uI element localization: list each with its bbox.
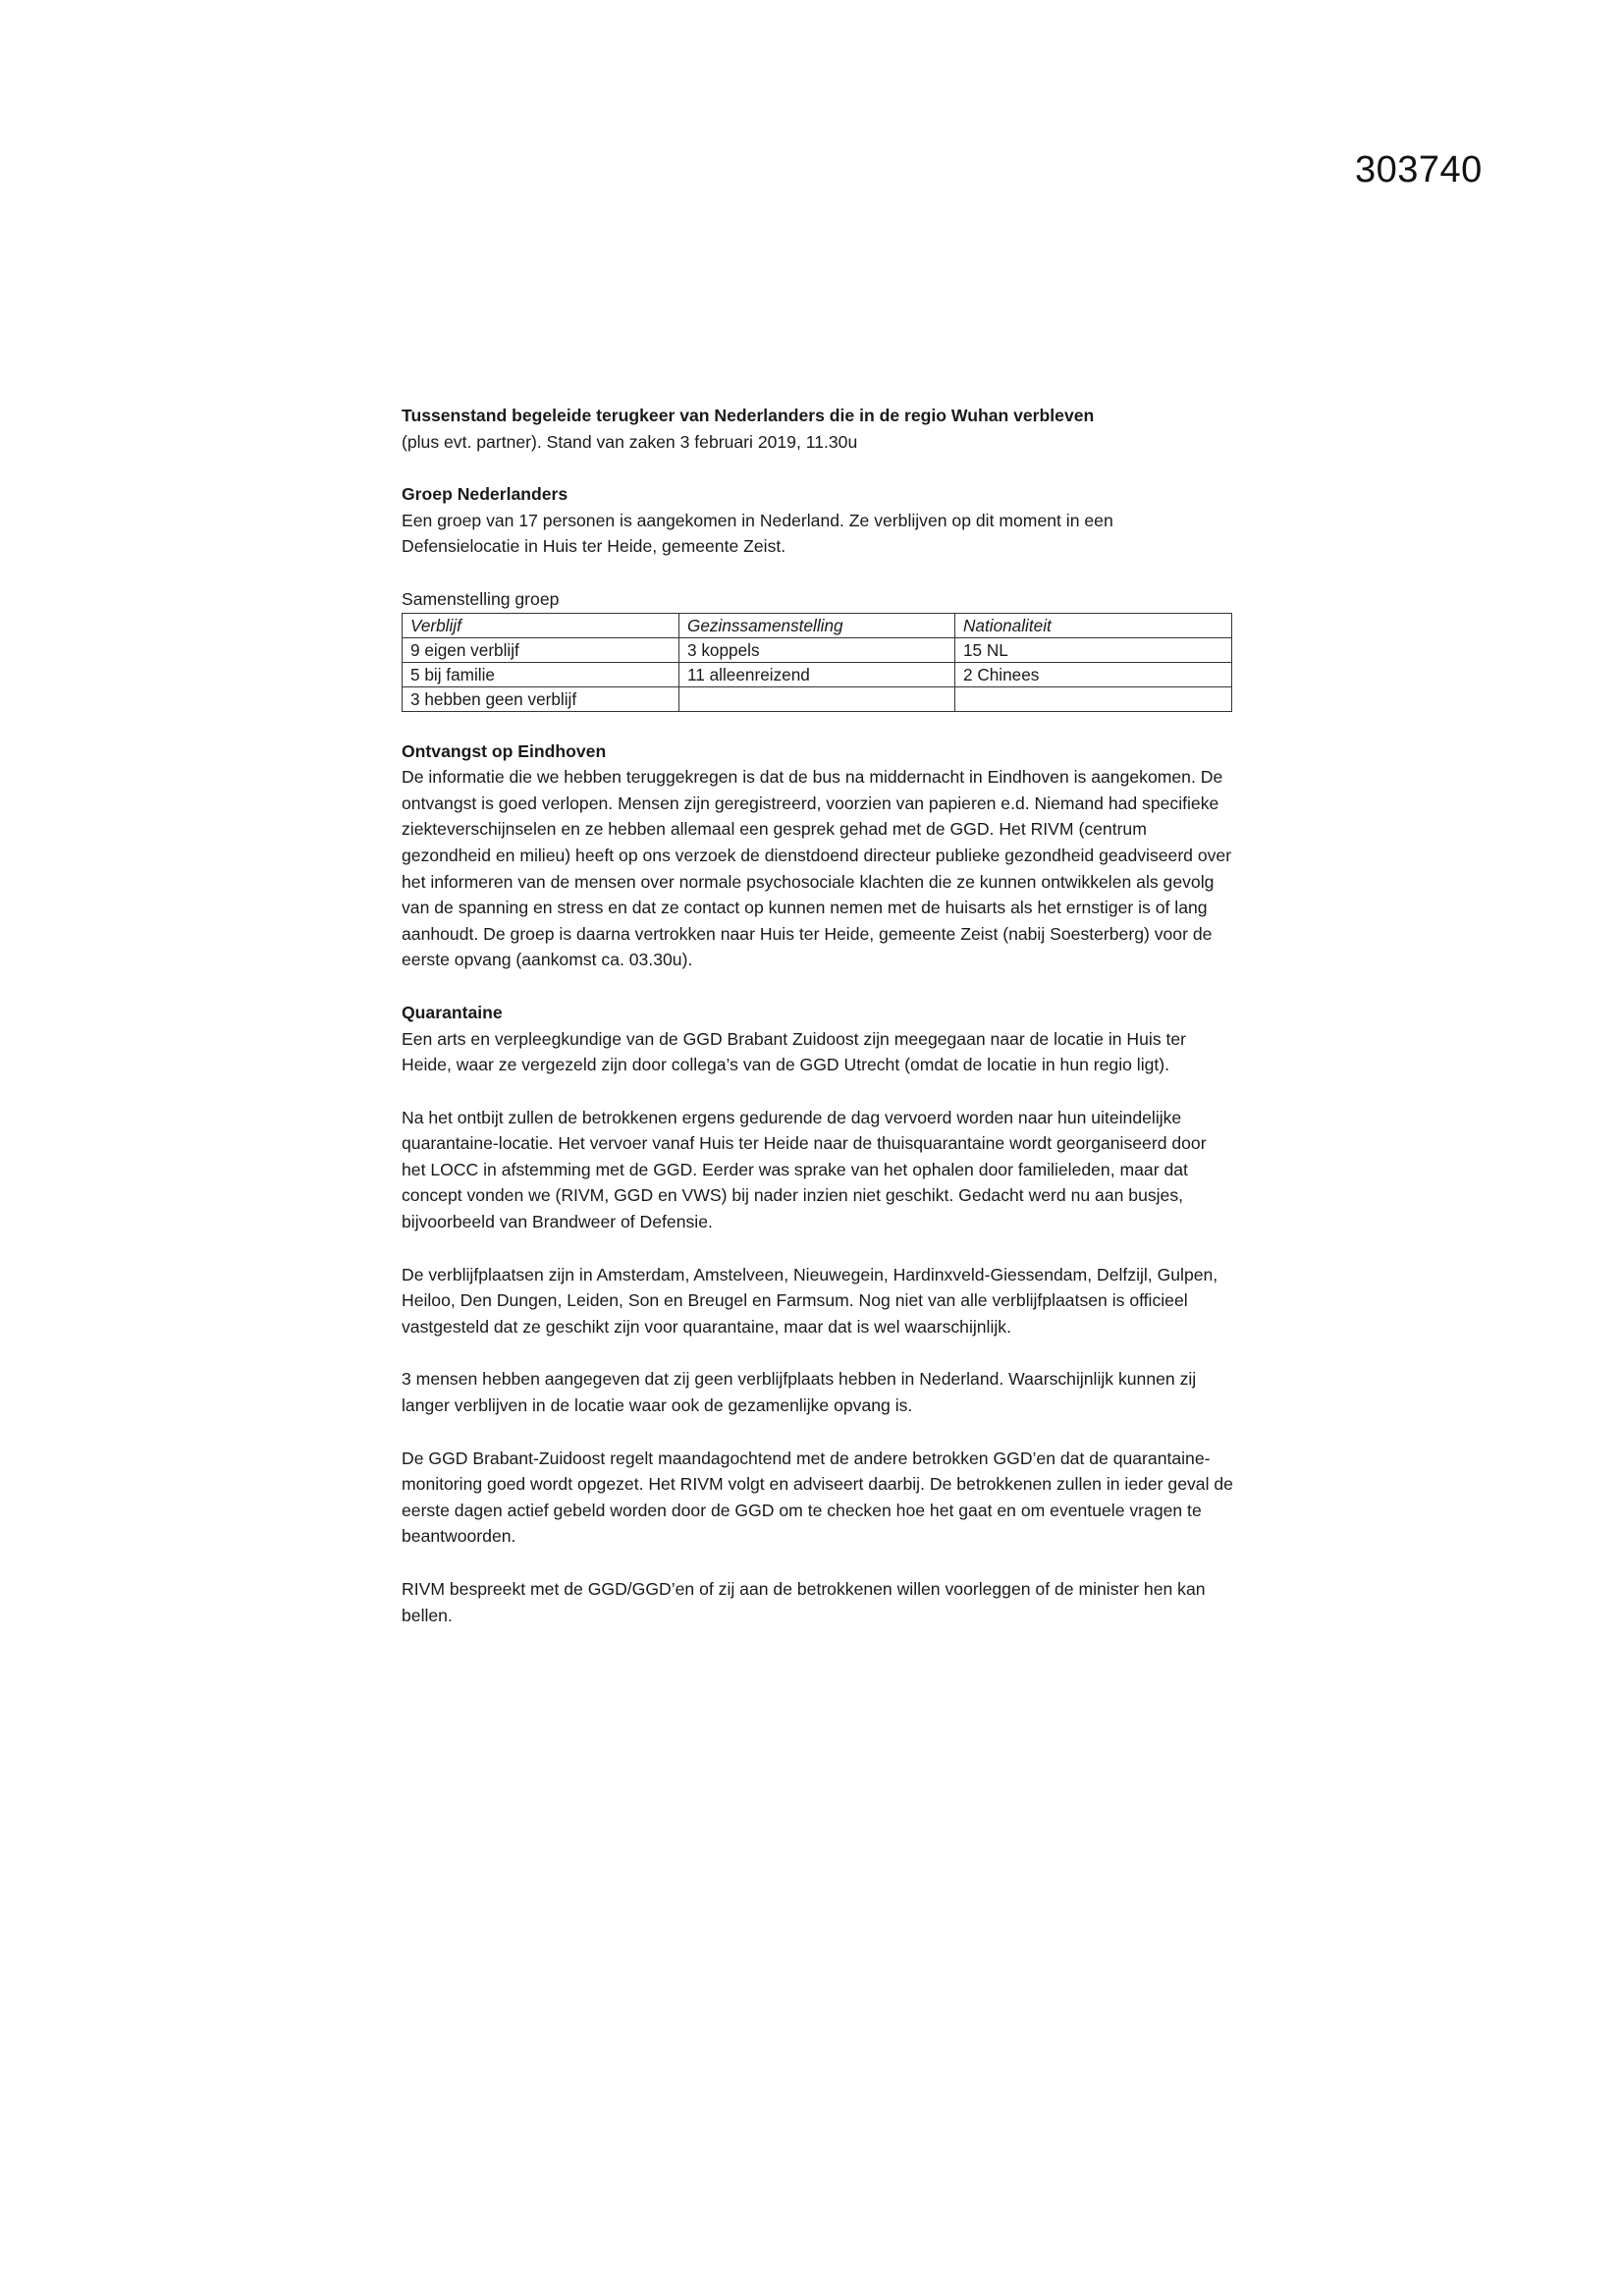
table-header-cell: Nationaliteit [955, 613, 1232, 637]
spacer [402, 712, 1234, 738]
spacer [402, 1339, 1234, 1366]
table-row [403, 662, 1232, 686]
quarantaine-paragraph-3: De verblijfplaatsen zijn in Amsterdam, Amstelveen, Nieuwegein, Hardinxveld-Giessendam, Delfzijl, Gulpen, Heiloo, Den Dungen, Leiden, Son en Breugel en Farmsum. Nog niet van alle verblijfplaatsen is officieel vastgesteld dat ze geschikt zijn voor quarantaine, maar dat is wel waarschijnlijk. [402, 1264, 1218, 1337]
table-header-cell: Verblijf [403, 613, 679, 637]
table-header-row [403, 613, 1232, 637]
spacer [402, 560, 1234, 586]
quarantaine-paragraph-5: De GGD Brabant-Zuidoost regelt maandagochtend met de andere betrokken GGD’en dat de quarantaine-monitoring goed wordt opgezet. Het RIVM volgt en adviseert daarbij. De betrokkenen zullen in ieder geval de eerste dagen actief gebeld worden door de GGD om te checken hoe het gaat en om eventuele vragen te beantwoorden. [402, 1448, 1233, 1547]
table-cell: 5 bij familie [403, 662, 679, 686]
document-subtitle: (plus evt. partner). Stand van zaken 3 februari 2019, 11.30u [402, 431, 858, 452]
quarantaine-paragraph-6: RIVM bespreekt met de GGD/GGD’en of zij aan de betrokkenen willen voorleggen of de minister hen kan bellen. [402, 1579, 1206, 1625]
document-body [402, 403, 1234, 1628]
spacer [402, 1078, 1234, 1105]
section-text-groep: Een groep van 17 personen is aangekomen in Nederland. Ze verblijven op dit moment in een Defensielocatie in Huis ter Heide, gemeente Zeist. [402, 510, 1113, 557]
quarantaine-paragraph-1: Een arts en verpleegkundige van de GGD Brabant Zuidoost zijn meegegaan naar de locatie in Huis ter Heide, waar ze vergezeld zijn door collega’s van de GGD Utrecht (omdat de locatie in hun regio ligt). [402, 1028, 1187, 1075]
spacer [402, 455, 1234, 481]
spacer [402, 1419, 1234, 1446]
table-cell: 15 NL [955, 637, 1232, 662]
section-heading-quarantaine: Quarantaine [402, 1002, 503, 1022]
table-header-cell: Gezinssamenstelling [679, 613, 955, 637]
table-cell: 3 koppels [679, 637, 955, 662]
table-cell: 2 Chinees [955, 662, 1232, 686]
table-cell: 3 hebben geen verblijf [403, 686, 679, 711]
table-row [403, 637, 1232, 662]
document-title: Tussenstand begeleide terugkeer van Nederlanders die in de regio Wuhan verbleven [402, 406, 1095, 425]
section-heading-groep: Groep Nederlanders [402, 484, 568, 505]
spacer [402, 1235, 1234, 1262]
table-cell [955, 686, 1232, 711]
spacer [402, 973, 1234, 1000]
section-heading-ontvangst: Ontvangst op Eindhoven [402, 740, 607, 761]
quarantaine-paragraph-4: 3 mensen hebben aangegeven dat zij geen verblijfplaats hebben in Nederland. Waarschijnlijk kunnen zij langer verblijven in de locatie waar ook de gezamenlijke opvang is. [402, 1369, 1197, 1416]
spacer [402, 1550, 1234, 1576]
samenstelling-table [402, 613, 1232, 712]
table-cell [679, 686, 955, 711]
document-number: 303740 [1355, 149, 1483, 191]
section-text-ontvangst: De informatie die we hebben teruggekregen is dat de bus na middernacht in Eindhoven is aangekomen. De ontvangst is goed verlopen. Mensen zijn geregistreerd, voorzien van papieren e.d. Niemand had specifieke ziekteverschijnselen en ze hebben allemaal een gesprek gehad met de GGD. Het RIVM (centrum gezondheid en milieu) heeft op ons verzoek de dienstdoend directeur publieke gezondheid geadviseerd over het informeren van de mensen over normale psychosociale klachten die ze kunnen ontwikkelen als gevolg van de spanning en stress en dat ze contact op kunnen nemen met de huisarts als het ernstiger is of lang aanhoudt. De groep is daarna vertrokken naar Huis ter Heide, gemeente Zeist (nabij Soesterberg) voor de eerste opvang (aankomst ca. 03.30u). [402, 767, 1232, 970]
quarantaine-paragraph-2: Na het ontbijt zullen de betrokkenen ergens gedurende de dag vervoerd worden naar hun uiteindelijke quarantaine-locatie. Het vervoer vanaf Huis ter Heide naar de thuisquarantaine wordt georganiseerd door het LOCC in afstemming met de GGD. Eerder was sprake van het ophalen door familieleden, maar dat concept vonden we (RIVM, GGD en VWS) bij nader inzien niet geschikt. Gedacht werd nu aan busjes, bijvoorbeeld van Brandweer of Defensie. [402, 1107, 1207, 1232]
table-cell: 11 alleenreizend [679, 662, 955, 686]
table-cell: 9 eigen verblijf [403, 637, 679, 662]
table-row [403, 686, 1232, 711]
table-caption: Samenstelling groep [402, 588, 560, 609]
